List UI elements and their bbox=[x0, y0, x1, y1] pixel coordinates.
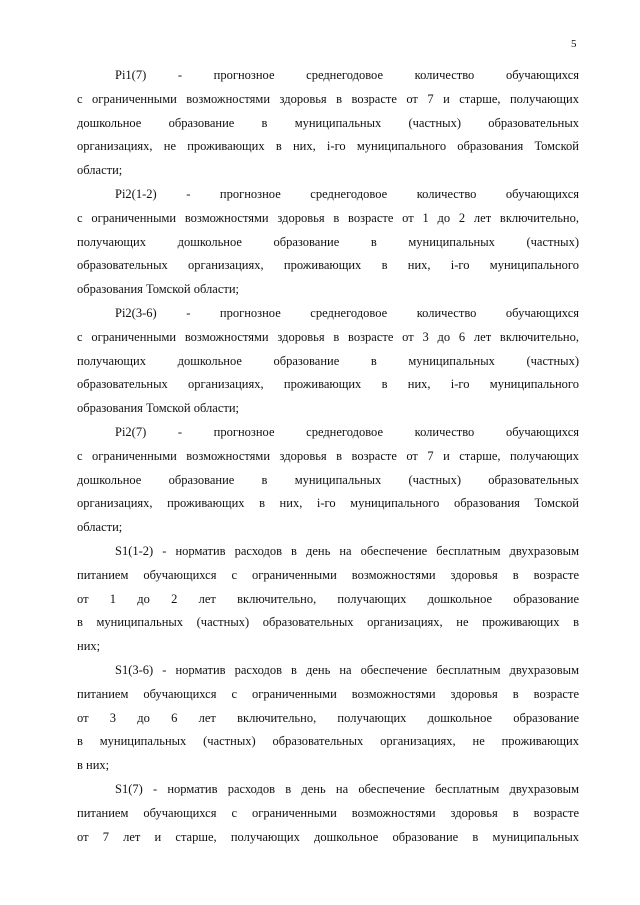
text-line: с ограниченными возможностями здоровья в возрасте от 7 и старше, получающих bbox=[77, 91, 579, 106]
text-line: питанием обучающихся с ограниченными возможностями здоровья в возрасте bbox=[77, 686, 579, 701]
text-line: питанием обучающихся с ограниченными возможностями здоровья в возрасте bbox=[77, 805, 579, 820]
text-line: Pi2(3-6) - прогнозное среднегодовое количество обучающихся bbox=[115, 305, 579, 320]
text-line: S1(1-2) - норматив расходов в день на обеспечение бесплатным двухразовым bbox=[115, 543, 579, 558]
paragraph bbox=[77, 421, 579, 540]
text-line: области; bbox=[77, 520, 123, 535]
text-line: дошкольное образование в муниципальных (частных) образовательных bbox=[77, 115, 579, 130]
paragraph bbox=[77, 302, 579, 421]
text-line: в них; bbox=[77, 758, 110, 773]
text-line: образования Томской области; bbox=[77, 282, 239, 297]
text-line: дошкольное образование в муниципальных (частных) образовательных bbox=[77, 472, 579, 487]
text-line: них; bbox=[77, 639, 101, 654]
text-line: с ограниченными возможностями здоровья в возрасте от 1 до 2 лет включительно, bbox=[77, 210, 579, 225]
text-line: S1(3-6) - норматив расходов в день на обеспечение бесплатным двухразовым bbox=[115, 662, 579, 677]
text-line: Pi2(1-2) - прогнозное среднегодовое количество обучающихся bbox=[115, 186, 579, 201]
text-line: образовательных организациях, проживающих в них, i-го муниципального bbox=[77, 377, 579, 392]
text-line: области; bbox=[77, 163, 123, 178]
text-line: организациях, не проживающих в них, i-го муниципального образования Томской bbox=[77, 139, 579, 154]
text-line: с ограниченными возможностями здоровья в возрасте от 7 и старше, получающих bbox=[77, 448, 579, 463]
text-line: образования Томской области; bbox=[77, 401, 239, 416]
text-line: от 3 до 6 лет включительно, получающих дошкольное образование bbox=[77, 710, 579, 725]
paragraph bbox=[77, 183, 579, 302]
paragraph bbox=[77, 540, 579, 659]
text-line: питанием обучающихся с ограниченными возможностями здоровья в возрасте bbox=[77, 567, 579, 582]
text-line: получающих дошкольное образование в муниципальных (частных) bbox=[77, 234, 579, 249]
text-line: получающих дошкольное образование в муниципальных (частных) bbox=[77, 353, 579, 368]
document-body bbox=[77, 64, 579, 849]
paragraph bbox=[77, 64, 579, 183]
page-number: 5 bbox=[571, 38, 577, 50]
text-line: организациях, проживающих в них, i-го муниципального образования Томской bbox=[77, 496, 579, 511]
paragraph bbox=[77, 659, 579, 778]
text-line: от 7 лет и старше, получающих дошкольное образование в муниципальных bbox=[77, 829, 579, 844]
text-line: в муниципальных (частных) образовательных организациях, не проживающих bbox=[77, 734, 579, 749]
text-line: образовательных организациях, проживающих в них, i-го муниципального bbox=[77, 258, 579, 273]
text-line: с ограниченными возможностями здоровья в возрасте от 3 до 6 лет включительно, bbox=[77, 329, 579, 344]
text-line: Pi2(7) - прогнозное среднегодовое количество обучающихся bbox=[115, 424, 579, 439]
text-line: S1(7) - норматив расходов в день на обеспечение бесплатным двухразовым bbox=[115, 781, 579, 796]
paragraph bbox=[77, 778, 579, 849]
text-line: Pi1(7) - прогнозное среднегодовое количество обучающихся bbox=[115, 68, 579, 82]
text-line: от 1 до 2 лет включительно, получающих дошкольное образование bbox=[77, 591, 579, 606]
text-line: в муниципальных (частных) образовательных организациях, не проживающих в bbox=[77, 615, 579, 630]
